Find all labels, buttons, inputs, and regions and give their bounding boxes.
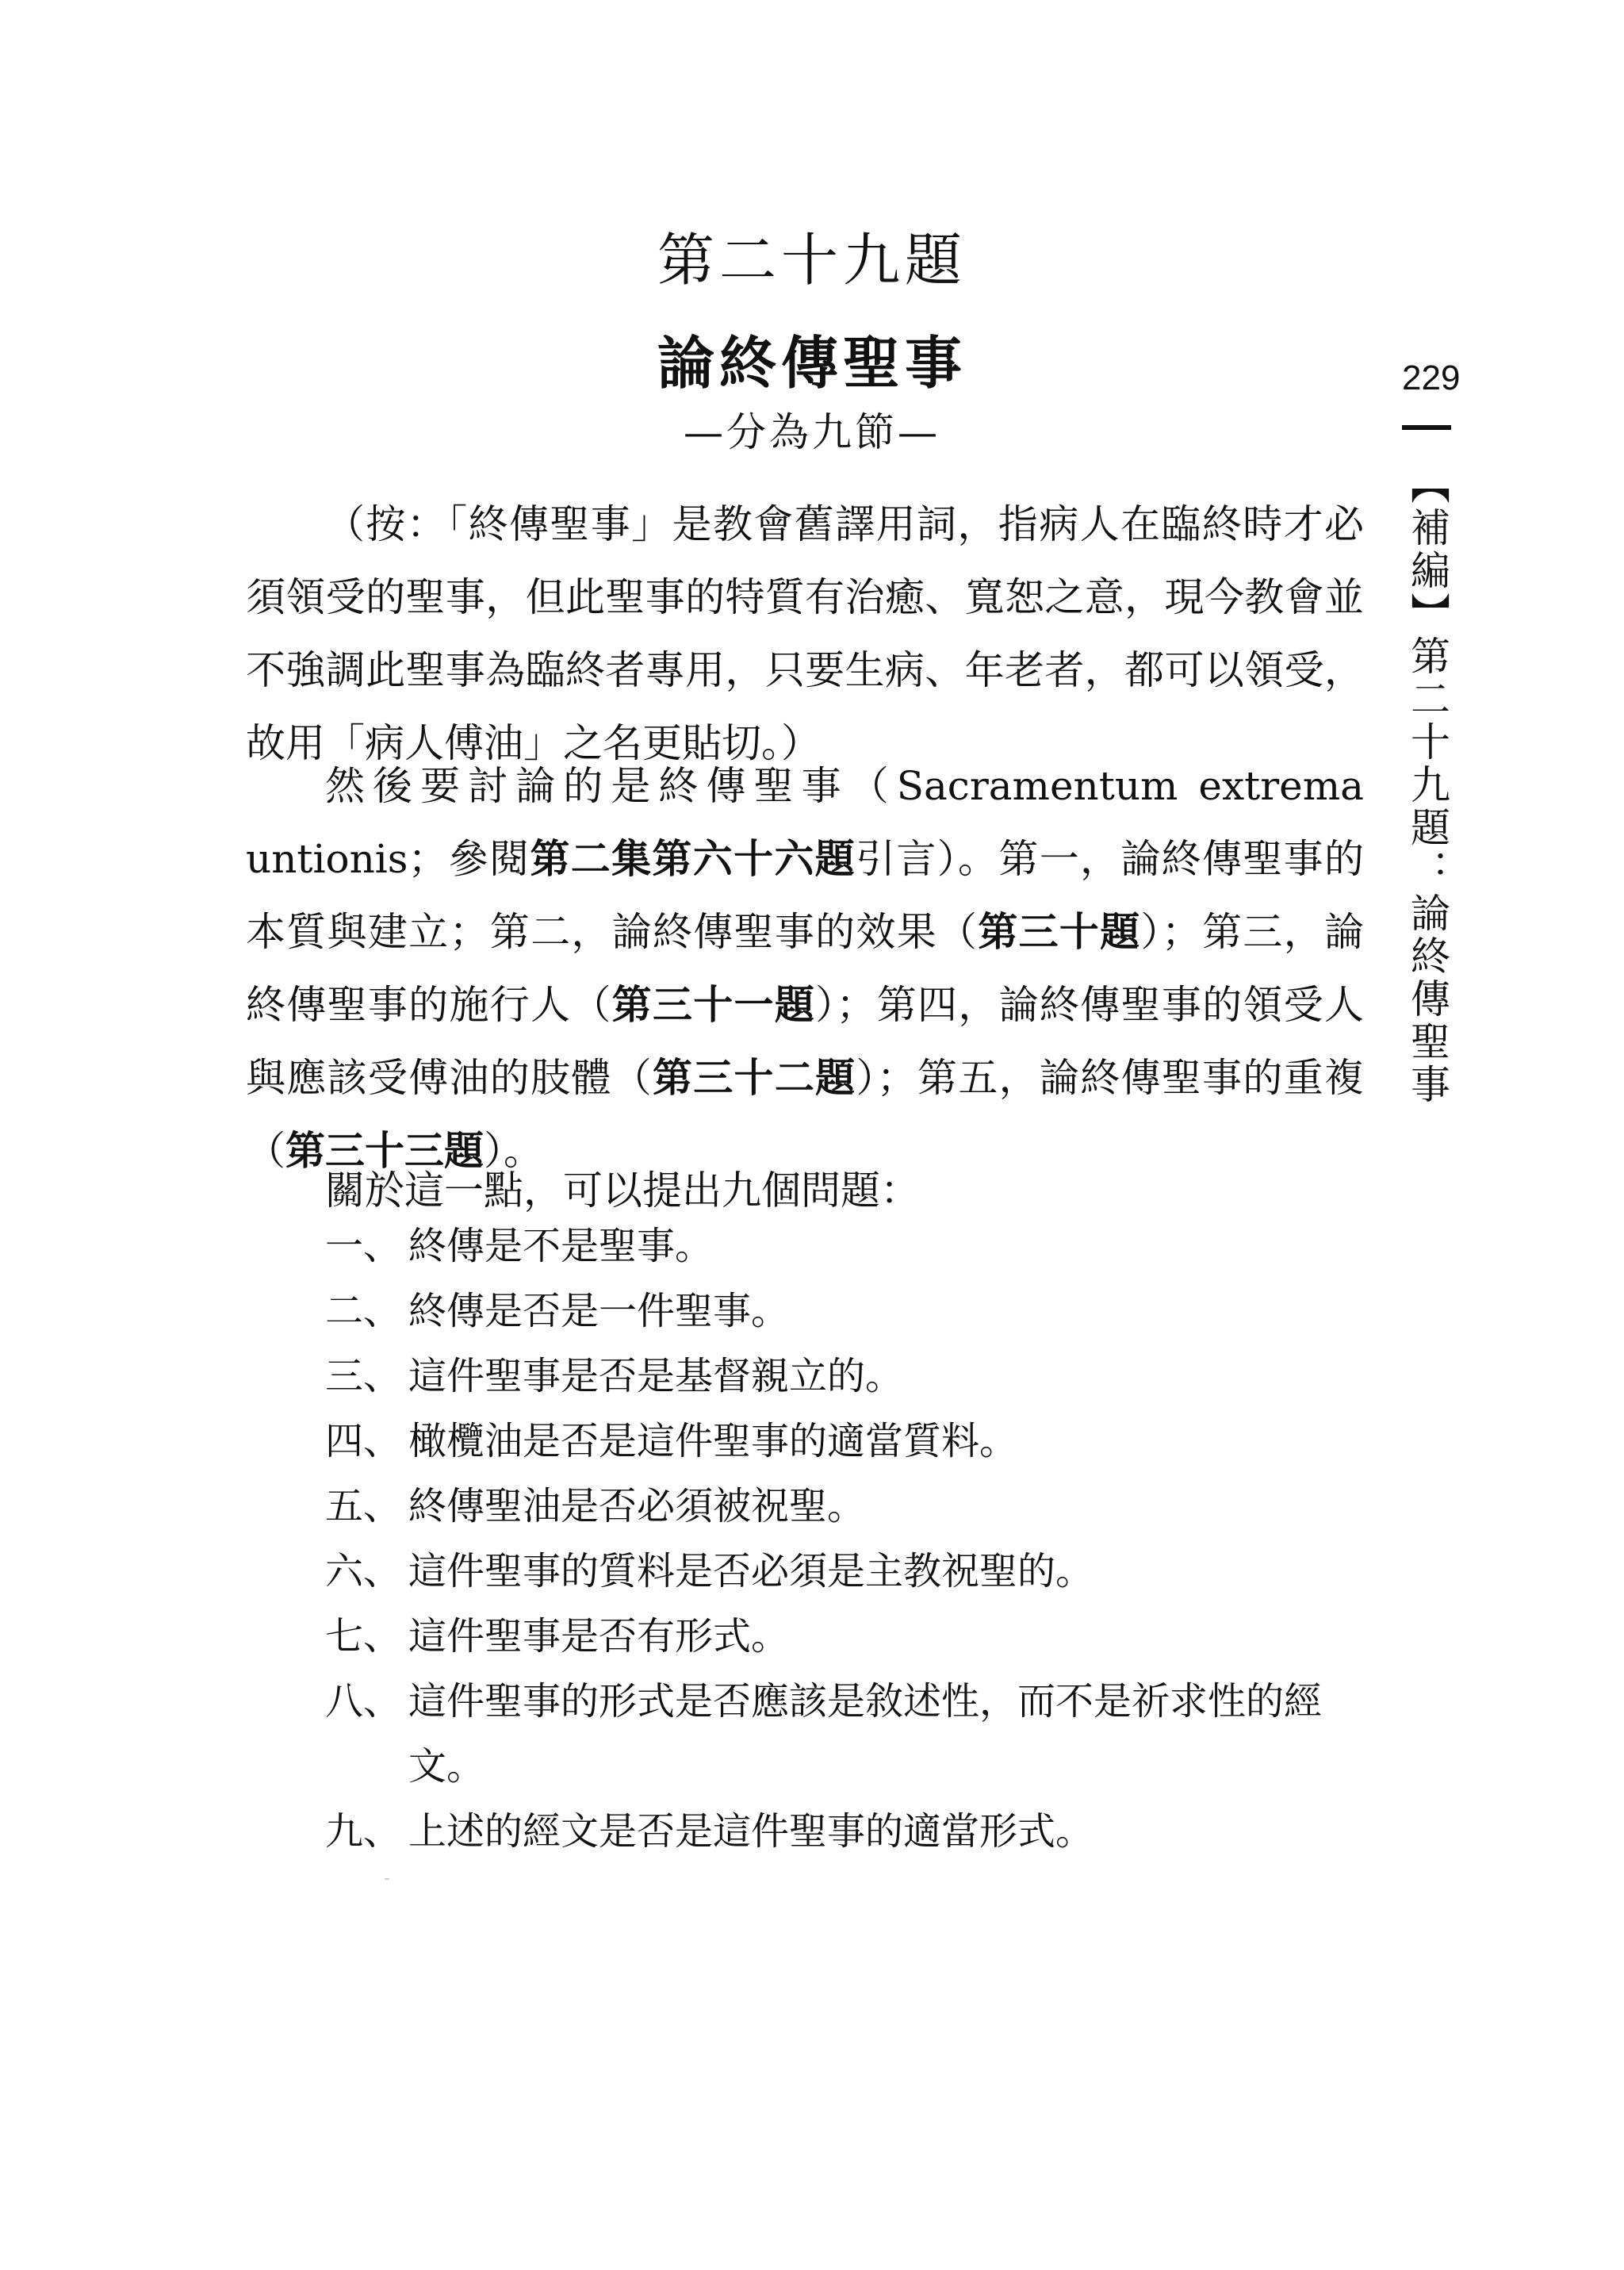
cross-reference: 第三十一題 <box>611 982 816 1028</box>
cross-reference: 第三十三題 <box>285 1128 484 1174</box>
intro-text: ）；第五，論終傳聖事的重複（ <box>246 1055 1365 1174</box>
item-text: 終傳是不是聖事。 <box>408 1224 714 1268</box>
lead-text: 關於這一點，可以提出九個問題： <box>325 1168 920 1214</box>
item-text: 上述的經文是否是這件聖事的適當形式。 <box>408 1809 1094 1854</box>
note-text: （按：「終傳聖事」是教會舊譯用詞，指病人在臨終時才必須領受的聖事，但此聖事的特質有治癒、寬恕之意，現今教會並不強調此聖事為臨終者專用，只要生病、年老者，都可以領受，故用「病人傅油」之名更貼切。） <box>246 501 1364 766</box>
item-text: 橄欖油是否是這件聖事的適當質料。 <box>408 1419 1018 1463</box>
item-number: 八、 <box>325 1679 402 1724</box>
item-text: 這件聖事是否是基督親立的。 <box>408 1354 904 1398</box>
cross-reference: 第二集第六十六題 <box>530 836 856 882</box>
note-paragraph <box>246 488 1364 780</box>
item-number: 四、 <box>325 1419 402 1463</box>
intro-text: ）；第三，論終傳聖事的施行人（ <box>246 909 1365 1028</box>
item-number: 一、 <box>325 1224 402 1268</box>
running-head: 【補編】第二十九題：論終傳聖事 <box>1404 464 1450 1106</box>
item-text: 這件聖事的形式是否應該是敘述性，而不是祈求性的經文。 <box>408 1679 1323 1789</box>
item-number: 六、 <box>325 1549 402 1593</box>
list-item <box>325 1604 1364 1669</box>
list-item <box>325 1344 1364 1409</box>
item-text: 終傳是否是一件聖事。 <box>408 1289 790 1333</box>
list-item <box>325 1214 1364 1279</box>
intro-text: ）；第四，論終傳聖事的領受人與應該受傅油的肢體（ <box>246 982 1365 1101</box>
item-number: 二、 <box>325 1289 402 1333</box>
intro-text: ）。 <box>484 1128 543 1174</box>
list-item <box>325 1409 1364 1474</box>
intro-text: 然後要討論的是終傳聖事（Sacramentum extrema untionis；參閱 <box>246 763 1364 882</box>
item-number: 九、 <box>325 1809 402 1854</box>
topic-title: 論終傳聖事 <box>657 330 967 397</box>
list-item <box>325 1799 1364 1864</box>
cross-reference: 第三十二題 <box>652 1055 856 1101</box>
item-number: 三、 <box>325 1354 402 1398</box>
list-item <box>325 1474 1364 1539</box>
sections-subtitle: —分為九節— <box>684 409 940 455</box>
item-number: 七、 <box>325 1614 402 1658</box>
item-text: 終傳聖油是否必須被祝聖。 <box>408 1484 866 1528</box>
question-title: 第二十九題 <box>657 227 967 293</box>
list-item <box>325 1539 1364 1604</box>
intro-text: 引言）。第一，論終傳聖事的本質與建立；第二，論終傳聖事的效果（ <box>246 836 1364 955</box>
intro-paragraph <box>246 750 1364 1187</box>
question-list <box>325 1214 1364 1864</box>
item-number: 五、 <box>325 1484 402 1528</box>
cross-reference: 第三十題 <box>978 909 1141 955</box>
item-text: 這件聖事的質料是否必須是主教祝聖的。 <box>408 1549 1094 1593</box>
list-item <box>325 1279 1364 1344</box>
list-item <box>325 1669 1364 1799</box>
item-text: 這件聖事是否有形式。 <box>408 1614 790 1658</box>
page-number: 229 <box>1402 359 1461 397</box>
scan-speck <box>385 1878 389 1880</box>
